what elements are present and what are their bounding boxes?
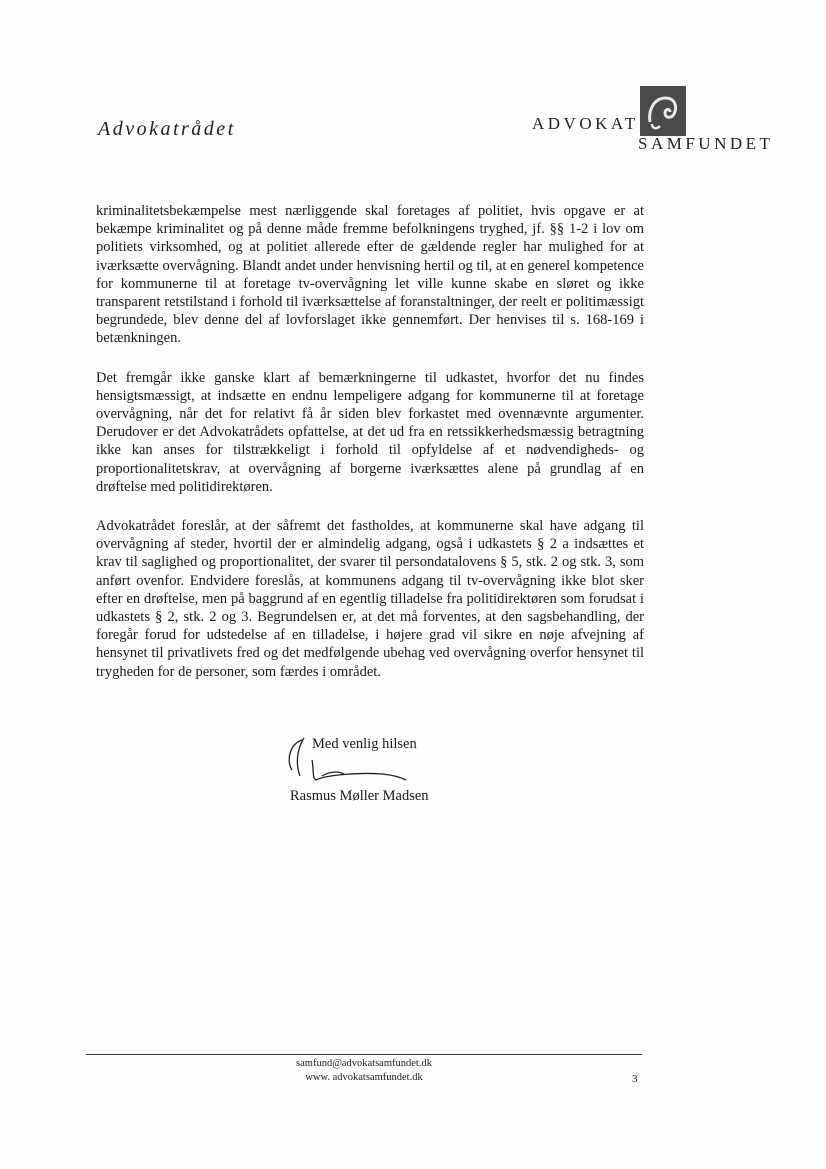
letter-body bbox=[96, 202, 644, 702]
closing-greeting: Med venlig hilsen bbox=[312, 736, 417, 752]
body-paragraph: kriminalitetsbekæmpelse mest nærliggende skal foretages af politiet, hvis opgave er at bekæmpe kriminalitet og på denne måde fremme befolkningens tryghed, jf. §§ 1-2 i lov om politiets virksomhed, og at politiet allerede efter de gældende regler har mulighed for at iværksætte overvågning. Blandt andet under henvisning hertil og til, at en generel kompetence for kommunerne til at foretage tv-overvågning let ville kunne skabe en sløret og ikke transparent retstilstand i forhold til iværksættelse af foranstaltninger, der reelt er politimæssigt begrundede, blev denne del af lovforslaget ikke gennemført. Der henvises til s. 168-169 i betænkningen. bbox=[96, 203, 644, 347]
advokatsamfundet-logo bbox=[532, 86, 782, 156]
letterhead-title: Advokatrådet bbox=[98, 118, 236, 140]
logo-text-advokat: ADVOKAT bbox=[532, 114, 639, 133]
signatory-name: Rasmus Møller Madsen bbox=[290, 788, 429, 804]
logo-emblem-icon bbox=[640, 86, 686, 136]
footer-email: samfund@advokatsamfundet.dk bbox=[296, 1058, 432, 1069]
footer-website: www. advokatsamfundet.dk bbox=[305, 1072, 423, 1083]
logo-text-samfundet: SAMFUNDET bbox=[638, 134, 774, 153]
letter-closing bbox=[290, 736, 530, 816]
body-paragraph: Advokatrådet foreslår, at der såfremt det fastholdes, at kommunerne skal have adgang til overvågning af steder, hvortil der er almindelig adgang, også i udkastets § 2 a indsættes et krav til saglighed og proportionalitet, der svarer til persondatalovens § 5, stk. 2 og stk. 3, som anført ovenfor. Endvidere foreslås, at kommunens adgang til tv-overvågning ikke blot sker efter en drøftelse, men på baggrund af en egentlig tilladelse fra politidirektøren som forudsat i udkastets § 2, stk. 2 og 3. Begrundelsen er, at det må forventes, at den sagsbehandling, der foregår forud for udstedelse af en tilladelse, i højere grad vil sikre en nøje afvejning af hensynet til privatlivets fred og det medfølgende ubehag ved overvågning overfor hensynet til trygheden for de personer, som færdes i området. bbox=[96, 518, 644, 680]
page-number: 3 bbox=[632, 1073, 638, 1085]
footer-divider bbox=[86, 1054, 642, 1055]
body-paragraph: Det fremgår ikke ganske klart af bemærkningerne til udkastet, hvorfor det nu findes hensigtsmæssigt, at indsætte en endnu lempeligere adgang for kommunerne til at foretage overvågning, når det for relativt få år siden blev forkastet med ovennævnte argumenter. Derudover er det Advokatrådets opfattelse, at det ud fra en retssikkerhedsmæssig betragtning ikke kan anses for tilstrækkeligt i forhold til opfyldelse af et nødvendigheds- og proportionalitetskrav, at overvågning af borgerne iværksættes alene på grundlag af en drøftelse med politidirektøren. bbox=[96, 369, 644, 495]
